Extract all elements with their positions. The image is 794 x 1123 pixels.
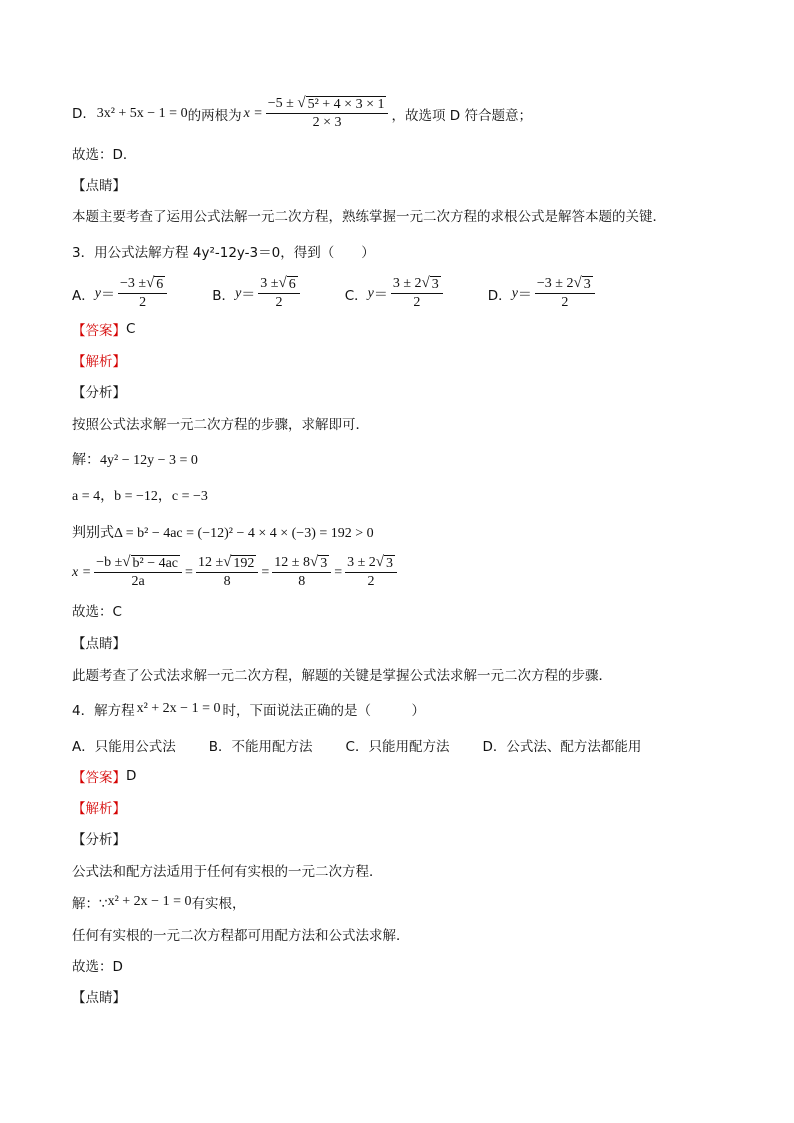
q3-formula-equals-3: =	[334, 564, 343, 580]
q3-root-formula	[72, 555, 400, 590]
option-d-root-fraction	[266, 96, 389, 131]
q3-formula-f1-rad: b² − 4ac	[132, 556, 179, 571]
option-d-x-eq: x =	[243, 105, 263, 121]
q4-stem-equation: x² + 2x − 1 = 0	[136, 701, 221, 716]
q3-option-c-label: C．	[344, 287, 368, 304]
option-d-label: D.	[72, 105, 87, 122]
q4-fenxi-text: 公式法和配方法适用于任何有实根的一元二次方程．	[72, 864, 383, 880]
q3-option-b-fraction: 3 ± √ 6 2	[258, 276, 299, 311]
q3-formula-step2: 12 ± √ 192 8	[196, 555, 258, 590]
q3-formula-equals-1: =	[185, 564, 193, 580]
q4-choose: 故选：D	[72, 959, 123, 975]
q3-formula-general: −b ± √ b² − 4ac 2a	[94, 555, 182, 590]
q4-solution-equation: x² + 2x − 1 = 0	[107, 894, 192, 909]
option-d-denominator: 2 × 3	[312, 115, 342, 130]
q3-fenxi-tag: 【分析】	[72, 385, 126, 401]
q4-answer-value: D	[126, 768, 137, 784]
q3-option-d: D． y ＝ −3 ± 2 √ 3 2	[488, 276, 598, 311]
q3-options	[72, 276, 640, 311]
q4-stem-prefix: 4．解方程	[72, 703, 135, 719]
q3-option-c-rad: 3	[431, 277, 439, 292]
q3-option-d-fraction: −3 ± 2 √ 3 2	[535, 276, 595, 311]
q3-formula-f3-num: 12 ± 8	[274, 555, 310, 570]
q4-solution-prefix: 解：∵	[72, 896, 108, 912]
q3-formula-f4-den: 2	[367, 574, 375, 589]
q3-option-c-fraction: 3 ± 2 √ 3 2	[391, 276, 443, 311]
q3-answer-line	[72, 319, 135, 339]
q4-option-a: A．只能用公式法	[72, 739, 176, 755]
q3-option-a-den: 2	[139, 295, 147, 310]
q3-option-d-var: y	[511, 285, 518, 301]
q3-formula-equals-2: =	[261, 564, 270, 580]
q3-fenxi-text: 按照公式法求解一元二次方程的步骤，求解即可．	[72, 417, 369, 433]
q3-option-d-label: D．	[487, 287, 512, 304]
q3-formula-f1-den: 2a	[131, 574, 145, 589]
q4-answer-line	[72, 766, 136, 786]
q3-formula-x-eq: x =	[72, 564, 92, 580]
q3-option-b-rad: 6	[288, 277, 296, 292]
q4-solution-suffix: 有实根，	[191, 896, 246, 912]
q4-option-b: B．不能用配方法	[208, 739, 313, 755]
q3-option-c-den: 2	[413, 295, 421, 310]
q4-dianjing-tag: 【点睛】	[72, 990, 126, 1006]
q3-option-a: A． y ＝ −3 ± √ 6 2	[72, 276, 170, 311]
q3-formula-f3-den: 8	[298, 574, 306, 589]
option-d-mid-text: 的两根为	[187, 107, 242, 124]
q3-coefficients: a = 4，b = −12，c = −3	[72, 489, 208, 504]
q3-solution-equation: 解：4y² − 12y − 3 = 0	[72, 453, 198, 468]
option-d-sqrt: √ 5² + 4 × 3 × 1	[297, 95, 385, 112]
q3-option-d-num: −3 ± 2	[536, 276, 574, 291]
q3-option-c: C． y ＝ 3 ± 2 √ 3 2	[345, 276, 446, 311]
q2-dianjing-tag: 【点睛】	[72, 178, 126, 194]
q4-solution	[72, 892, 245, 912]
q3-summary: 此题考查了公式法求解一元二次方程，解题的关键是掌握公式法求解一元二次方程的步骤．	[72, 668, 612, 684]
q2-summary: 本题主要考查了运用公式法解一元二次方程，熟练掌握一元二次方程的求根公式是解答本题的关键．	[72, 209, 666, 225]
q3-discriminant: 判别式Δ = b² − 4ac = (−12)² − 4 × 4 × (−3) = 192 > 0	[72, 526, 374, 541]
option-d-suffix: ，故选项 D 符合题意；	[391, 107, 532, 124]
q4-conclusion: 任何有实根的一元二次方程都可用配方法和公式法求解．	[72, 928, 410, 944]
q3-analysis-tag: 【解析】	[72, 354, 126, 370]
q3-formula-f1-num: −b ±	[96, 555, 123, 570]
q3-stem: 3．用公式法解方程 4y²-12y-3＝0，得到（ ）	[72, 245, 375, 261]
q3-formula-f4-num: 3 ± 2	[347, 555, 376, 570]
q3-option-b: B． y ＝ 3 ± √ 6 2	[212, 276, 302, 311]
q3-option-b-var: y	[235, 285, 242, 301]
q4-stem-suffix: 时，下面说法正确的是（ ）	[222, 703, 425, 719]
q4-option-c: C．只能用配方法	[345, 739, 450, 755]
q4-option-d: D．公式法、配方法都能用	[482, 739, 642, 755]
q3-answer-tag: 【答案】	[72, 323, 126, 339]
q4-fenxi-tag: 【分析】	[72, 832, 126, 848]
q4-answer-tag: 【答案】	[72, 770, 126, 786]
option-d-num-prefix: −5 ±	[267, 96, 294, 111]
q3-formula-f2-num: 12 ±	[197, 555, 224, 570]
option-d-solution	[72, 96, 532, 131]
q3-option-b-num: 3 ±	[260, 276, 279, 291]
q3-option-a-label: A．	[72, 287, 95, 304]
q3-option-a-rad: 6	[156, 277, 164, 292]
q3-dianjing-tag: 【点睛】	[72, 636, 126, 652]
option-d-equation: 3x² + 5x − 1 = 0	[96, 105, 188, 121]
q3-option-c-var: y	[367, 285, 374, 301]
q3-option-a-fraction: −3 ± √ 6 2	[118, 276, 167, 311]
q3-option-b-den: 2	[275, 295, 283, 310]
q3-formula-step3: 12 ± 8 √ 3 8	[272, 555, 331, 590]
q3-formula-f2-rad: 192	[233, 556, 255, 571]
q3-option-d-rad: 3	[583, 277, 591, 292]
q3-formula-f3-rad: 3	[320, 556, 328, 571]
q3-option-a-var: y	[94, 285, 101, 301]
q3-choose: 故选：C	[72, 604, 122, 620]
q2-answer-line: 故选：D．	[72, 147, 137, 163]
q3-option-b-label: B．	[212, 287, 236, 304]
q3-formula-f2-den: 8	[223, 574, 231, 589]
option-d-radicand: 5² + 4 × 3 × 1	[307, 97, 385, 112]
q4-stem	[72, 699, 425, 719]
q4-analysis-tag: 【解析】	[72, 801, 126, 817]
q3-option-d-den: 2	[561, 295, 569, 310]
q4-options	[72, 735, 641, 755]
q3-formula-step4: 3 ± 2 √ 3 2	[345, 555, 397, 590]
q3-answer-value: C	[126, 321, 136, 337]
q3-formula-f4-rad: 3	[386, 556, 394, 571]
q3-option-a-num: −3 ±	[119, 276, 147, 291]
q3-option-c-num: 3 ± 2	[392, 276, 422, 291]
